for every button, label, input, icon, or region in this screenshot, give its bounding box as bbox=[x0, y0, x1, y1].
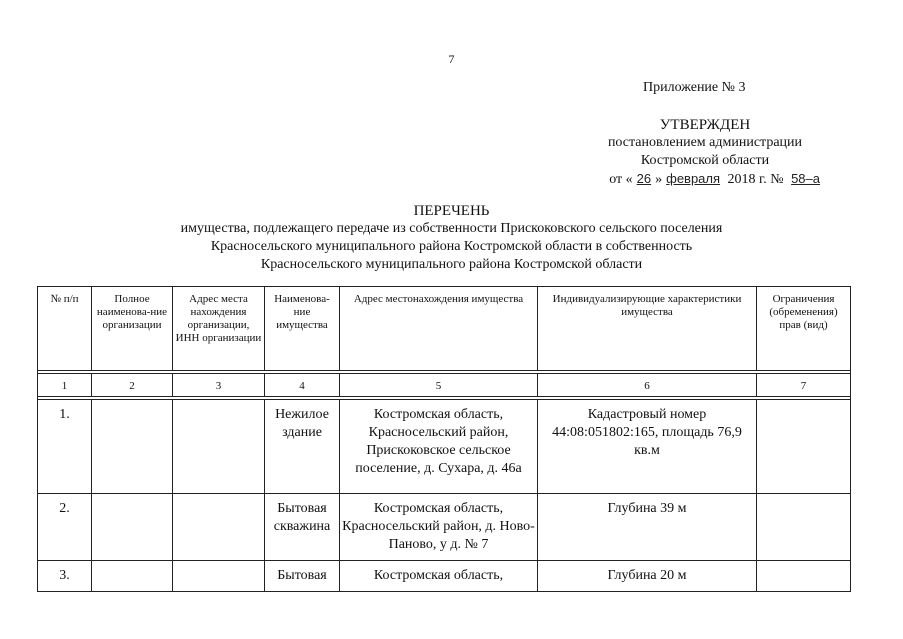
document-heading bbox=[0, 202, 903, 274]
column-number: 1 bbox=[38, 374, 92, 397]
appendix-label: Приложение № 3 bbox=[643, 80, 746, 95]
characteristics-cell: Глубина 39 м bbox=[538, 494, 757, 561]
org-address-cell bbox=[173, 494, 265, 561]
property-name-cell: Нежилое здание bbox=[265, 400, 340, 494]
header-cell-number: № п/п bbox=[38, 287, 92, 371]
approval-title: УТВЕРЖДЕН bbox=[659, 117, 751, 133]
restrictions-cell bbox=[757, 494, 851, 561]
column-number: 4 bbox=[265, 374, 340, 397]
table-header-row bbox=[38, 287, 851, 371]
document-title: ПЕРЕЧЕНЬ bbox=[413, 203, 490, 219]
heading-line-2: Красносельского муниципального района Костромской области в собственность bbox=[210, 239, 693, 254]
property-name-cell: Бытовая bbox=[265, 561, 340, 592]
column-number: 5 bbox=[340, 374, 538, 397]
characteristics-cell: Глубина 20 м bbox=[538, 561, 757, 592]
approval-block bbox=[560, 116, 850, 189]
property-address-cell: Костромская область, Красносельский район, д. Ново-Паново, у д. № 7 bbox=[340, 494, 538, 561]
table-row bbox=[38, 400, 851, 494]
property-name-cell: Бытовая скважина bbox=[265, 494, 340, 561]
header-cell-characteristics: Индивидуализирующие характеристики имущества bbox=[538, 287, 757, 371]
date-prefix: от « bbox=[609, 172, 633, 187]
row-number: 3. bbox=[38, 561, 92, 592]
header-cell-property-name: Наименова-ние имущества bbox=[265, 287, 340, 371]
header-cell-org-name: Полное наименова-ние организации bbox=[92, 287, 173, 371]
restrictions-cell bbox=[757, 561, 851, 592]
approval-line-1: постановлением администрации bbox=[607, 135, 803, 150]
header-cell-property-address: Адрес местонахождения имущества bbox=[340, 287, 538, 371]
date-year: 2018 г. № bbox=[727, 172, 784, 187]
handwritten-month: февраля bbox=[666, 171, 721, 186]
header-cell-restrictions: Ограничения (обременения) прав (вид) bbox=[757, 287, 851, 371]
table-row bbox=[38, 561, 851, 592]
property-table bbox=[37, 286, 851, 592]
column-number: 6 bbox=[538, 374, 757, 397]
org-name-cell bbox=[92, 561, 173, 592]
date-mid: » bbox=[655, 172, 663, 187]
org-address-cell bbox=[173, 561, 265, 592]
property-address-cell: Костромская область, Красносельский район, Прискоковское сельское поселение, д. Сухара, д. 46а bbox=[340, 400, 538, 494]
column-number: 3 bbox=[173, 374, 265, 397]
column-number-row bbox=[38, 374, 851, 397]
handwritten-day: 26 bbox=[636, 171, 652, 186]
heading-line-3: Красносельского муниципального района Костромской области bbox=[260, 257, 643, 272]
heading-line-1: имущества, подлежащего передаче из собственности Прискоковского сельского поселения bbox=[180, 221, 723, 236]
org-name-cell bbox=[92, 400, 173, 494]
table-row bbox=[38, 494, 851, 561]
page-number: 7 bbox=[448, 52, 455, 66]
property-address-cell: Костромская область, bbox=[340, 561, 538, 592]
approval-line-2: Костромской области bbox=[640, 153, 770, 168]
row-number: 1. bbox=[38, 400, 92, 494]
org-address-cell bbox=[173, 400, 265, 494]
restrictions-cell bbox=[757, 400, 851, 494]
row-number: 2. bbox=[38, 494, 92, 561]
column-number: 2 bbox=[92, 374, 173, 397]
org-name-cell bbox=[92, 494, 173, 561]
column-number: 7 bbox=[757, 374, 851, 397]
characteristics-cell: Кадастровый номер 44:08:051802:165, площадь 76,9 кв.м bbox=[538, 400, 757, 494]
handwritten-number: 58–а bbox=[791, 171, 820, 186]
decree-date bbox=[560, 170, 850, 189]
header-cell-org-address: Адрес места нахождения организации, ИНН организации bbox=[173, 287, 265, 371]
